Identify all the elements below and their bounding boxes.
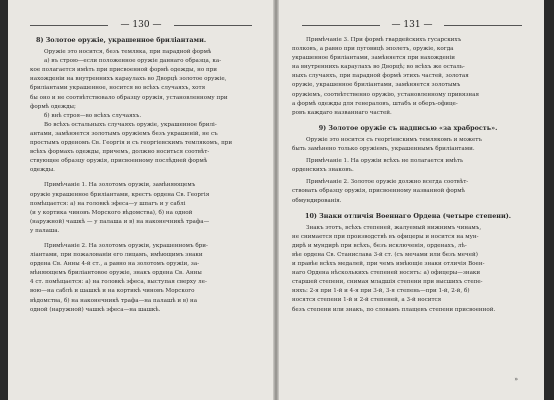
text-line: мѣняющемъ бриліантовое оружіе, знакъ ордена Св. Анны xyxy=(30,270,202,277)
section-heading: 9) Золотое оружіе съ надписью «за храбрость». xyxy=(318,123,498,132)
text-line: оружіе украшенное бриліантами, крестъ ордена Св. Георгія xyxy=(30,191,210,198)
left-page xyxy=(12,0,270,400)
text-line: 4 ст. помѣщается: а) на головкѣ эфеса, выступая сверху ле- xyxy=(30,279,207,286)
text-line: Оружіе это носится, безъ темляка, при парадной формѣ xyxy=(44,49,212,56)
text-line: полковъ, а равно при пуговицѣ эполетъ, оружіе, когда xyxy=(292,46,454,53)
header-rule-right xyxy=(174,25,252,26)
text-line: безъ степени или знакъ, по словамъ плащевъ степени присвоенной. xyxy=(292,306,496,313)
catchword-mark: » xyxy=(514,376,518,383)
text-line: ордена Св. Анны 4-й ст., а равно на золотомъ оружіи, за- xyxy=(30,261,200,268)
note-line: Примѣчаніе 2. На золотомъ оружіи, украшенномъ бри- xyxy=(44,242,208,249)
section-heading: 8) Золотое оружіе, украшенное бриліантами. xyxy=(36,36,207,44)
section-heading: 10) Знаки отличія Военнаго Ордена (четыре степени). xyxy=(305,211,511,220)
text-line: и правѣе всѣхъ медалей, при чемъ имѣющіе знаки отличія Воен- xyxy=(292,261,485,268)
text-line: Оружіе это носится съ георгіевскимъ темлякомъ и можетъ xyxy=(306,136,482,143)
text-line: одной (наружной) чашкѣ эфеса—на шашкѣ. xyxy=(30,306,161,313)
note-line: Примѣчаніе 2. Золотое оружіе должно всегда соотвѣт- xyxy=(306,179,469,186)
text-line: всѣхъ формахъ одежды, причемъ, должно носиться соотвѣт- xyxy=(30,149,210,156)
text-line: формѣ одежды; xyxy=(30,103,76,110)
text-line: помѣщается: а) на головкѣ эфеса—у шпагъ и у саблі xyxy=(30,200,186,207)
text-line: быть замѣнено только оружіемъ, украшеннымъ бриліантами. xyxy=(292,146,475,153)
text-line: ровъ каждаго названнаго частей. xyxy=(292,109,392,116)
text-line: а формѣ одежды для генераловъ, штабъ и оберъ-офице- xyxy=(292,100,458,107)
text-line: нахожденіи на внутреннихъ караулахъ во Дворцѣ золотое оружіе, xyxy=(30,76,227,83)
text-line: у палаша. xyxy=(30,227,60,234)
book-gutter xyxy=(273,0,279,400)
text-line: Знакъ этотъ, всѣхъ степеней, жалуемый нижнимъ чинамъ, xyxy=(306,224,482,231)
text-line: простымъ орденомъ Св. Георгія и съ георгіевскимъ темлякомъ, при xyxy=(30,140,233,147)
text-line: бриліантами украшенное, носится во всѣхъ случаяхъ, хотя xyxy=(30,85,206,92)
text-line: ныхъ случаяхъ, при парадной формѣ этихъ частей, золотая xyxy=(292,73,469,80)
text-line: дирѣ и мундирѣ при всѣхъ, безъ исключенія, орденахъ, лѣ- xyxy=(292,242,467,249)
text-line: вѣдомства, б) на наконечникѣ трафа—на палашѣ и в) на xyxy=(30,297,198,304)
text-line: орденскихъ знаковъ. xyxy=(292,167,354,174)
text-line: ствовать образцу оружія, присвоенному названной формѣ xyxy=(292,188,465,195)
text-line: не снимается при производствѣ въ офицеры и носится на мун- xyxy=(292,233,479,240)
text-line: антами, замѣняется золотымъ оружіемъ безъ украшеній, не съ xyxy=(30,130,218,137)
right-page-header xyxy=(284,20,540,30)
text-line: наго Ордена нѣсколькихъ степеней носятъ: а) офицеры—знаки xyxy=(292,270,481,277)
text-line: бы оно и не соотвѣтствовало образцу оружія, установленному при xyxy=(30,94,228,101)
header-rule-right xyxy=(444,25,522,26)
scan-edge-right xyxy=(544,0,554,400)
text-line: обмундированія. xyxy=(292,197,342,204)
text-line: одежды. xyxy=(30,167,55,174)
left-page-number: — 130 — xyxy=(120,20,162,30)
text-line: б) внѣ строя—во всѣхъ случаяхъ. xyxy=(44,112,142,119)
text-line: а) въ строю—если положенное оружіе даннаго образца, ка- xyxy=(44,58,222,65)
text-line: носятся степени 1-й и 2-й степеней, а 3-й носится xyxy=(292,297,442,304)
text-line: Во всѣхъ остальныхъ случаяхъ оружіе, украшенное брилі- xyxy=(44,121,217,128)
right-page-number: — 131 — xyxy=(391,20,433,30)
text-line: вою—на саблѣ и шашкѣ и на кортикѣ чиновъ Морского xyxy=(30,288,195,295)
right-page-text xyxy=(292,36,524,315)
text-line: вѣе ордена Св. Станислава 3-й ст. (съ мечами или безъ мечей) xyxy=(292,251,478,258)
text-line: на внутреннихъ караулахъ во Дворцѣ; во всѣхъ же осталь- xyxy=(292,64,465,71)
note-line: Примѣчаніе 3. При формѣ гвардейскихъ гусарскихъ xyxy=(306,37,462,43)
text-line: украшенное бриліантами, замѣняется при нахожденіи xyxy=(292,55,456,62)
note-line: Примѣчаніе 1. На золотомъ оружіи, замѣняющемъ xyxy=(44,182,196,189)
note-line: Примѣчаніе 1. На оружіи всѣхъ не полагается имѣть xyxy=(306,158,463,165)
text-line: оружіе, украшенное бриліантами, замѣняется золотымъ xyxy=(292,82,461,89)
text-line: ствующее образцу оружія, присвоенному послѣдней формѣ xyxy=(30,158,208,165)
text-line: старшей степени, снимая младшія степени при высшихъ степе- xyxy=(292,279,483,286)
text-line: ліантами, при пожалованіи его лицамъ, имѣющимъ знаки xyxy=(30,252,203,259)
right-page xyxy=(284,0,540,400)
text-line: кое полагается имѣть при присвоенной формѣ одежды, но при xyxy=(30,67,218,74)
text-line: няхъ: 2-я при 1-й и 4-я при 3-й, 3-я степень—при 1-й, 2-й, б) xyxy=(292,288,470,295)
text-line: оружіемъ, соотвѣтственно оружію, установленному привязная xyxy=(292,91,479,98)
left-page-header xyxy=(12,20,270,30)
left-page-text xyxy=(30,36,262,315)
text-line: (наружной) чашкѣ — у палаша и в) на наконечникѣ трафа— xyxy=(30,218,210,225)
text-line: (и у кортика чиновъ Морского вѣдомства), б) на одной xyxy=(30,209,193,216)
scan-edge-left xyxy=(0,0,8,400)
